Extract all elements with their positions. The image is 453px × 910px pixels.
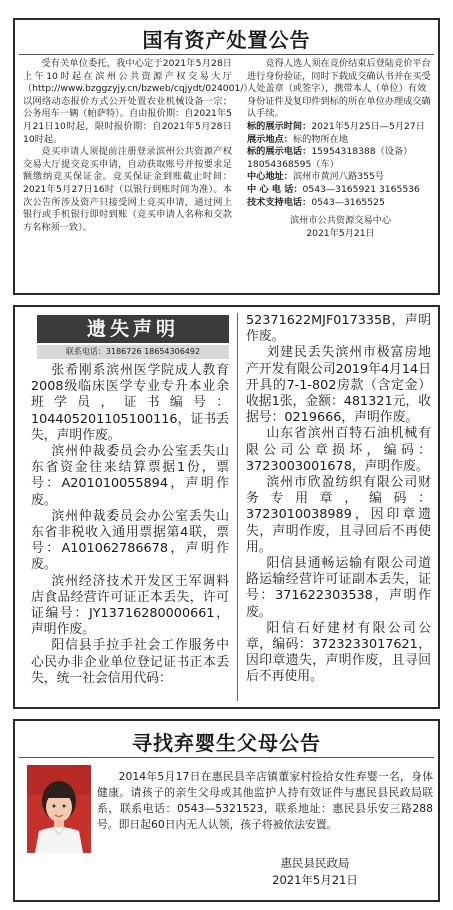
field-label: 技术支持电话： — [247, 196, 312, 208]
notice-right-column — [246, 313, 431, 686]
statement-item: 阳信县通畅运输有限公司道路运输经营许可证副本丢失，证号：371622303538，声明作废。 — [246, 556, 431, 620]
abandoned-infant-notice — [13, 719, 440, 902]
notice-left-column — [31, 363, 229, 687]
field-value: 滨州市黄河八路355号 — [292, 171, 384, 183]
contact-phone: 联系电话：3186726 18654306492 — [37, 345, 229, 359]
field-value: 标的物所在地 — [292, 133, 349, 145]
notice-paragraph: 竞得人选人须在竞价结束后登陆竞价平台进行身份验证，同时下载成交确认书并在买受人处盖章（或签字），携带本人（单位）有效身份证件及复印件到标的所在单位办理成交确认手续。 — [247, 58, 431, 120]
field-label: 展示地点： — [247, 133, 293, 145]
field-row — [247, 134, 434, 147]
statement-item: 52371622MJF017335B，声明作废。 — [246, 313, 431, 345]
notice-title: 国有资产处置公告 — [142, 28, 311, 52]
field-row — [247, 171, 434, 184]
column-divider — [237, 313, 238, 701]
signature-date: 2021年5月21日 — [306, 227, 375, 239]
statement-item: 滨州仲裁委员会办公室丢失山东省资金往来结算票据1份，票号：A201010055894，声明作废。 — [31, 444, 229, 508]
field-label: 中心地址： — [247, 171, 293, 183]
child-portrait-icon — [27, 765, 91, 853]
statement-item: 滨州仲裁委员会办公室丢失山东省非税收入通用票据第4联，票号：A101062786678，声明作废。 — [31, 508, 229, 573]
notice-signature — [247, 215, 434, 240]
notice-body — [97, 769, 433, 833]
notice-right-column — [247, 58, 434, 240]
statement-item: 山东省滨州百特石油机械有限公司公章损坏，编码：3723003001678，声明作废。 — [246, 426, 431, 474]
infant-photo — [27, 765, 91, 853]
statement-item: 刘建民丢失滨州市极富房地产开发有限公司2019年4月14日开具的7-1-802房款（含定金）收据1张，金额：481321元，收据号：0219666，声明作废。 — [246, 345, 431, 426]
field-label: 中 心 电 话： — [247, 183, 303, 195]
notice-paragraph: 2014年5月17日在惠民县辛店镇董家村捡拾女性弃婴一名，身体健康。请孩子的亲生父母或其他监护人持有效证件与惠民县民政局联系，联系电话：0543—5321523，联系地址：惠民县乐安三路288号。即日起60日内无人认领，孩子将被依法安置。 — [97, 770, 433, 831]
notice-left-column — [23, 58, 253, 234]
notice-title: 寻找弃婴生父母公告 — [132, 731, 321, 755]
field-label: 标的展示电话： — [247, 146, 312, 158]
statement-item: 滨州经济技术开发区王军调料店食品经营许可证正本丢失，许可证编号：JY13716280000661，声明作废。 — [31, 573, 229, 638]
statement-item: 张希刚系滨州医学院成人教育2008级临床医学专业专升本业余班学员，证书编号：104405201105100116，证书丢失，声明作废。 — [31, 363, 229, 443]
title-divider — [19, 757, 434, 758]
notice-title: 遗失声明 — [37, 315, 229, 343]
statement-item: 阳信石好建材有限公司公章，编码：3723233017621，因印章遗失，声明作废，且寻回后不再使用。 — [246, 620, 431, 685]
notice-paragraph: 受有关单位委托，我中心定于2021年5月28日上午10时起在滨州公共资源产权交易大厅（http://www.bzggzyjy.cn/bzweb/cqjydt/024001/）以网络动态报价方式公开处置农业机械设备一宗；公务用车一辆（帕萨特）。自由报价期：自2021年5月21日10时起，限时报价期：自2021年5月28日10时起。 — [23, 58, 253, 145]
statement-item: 滨州市欣盈纺织有限公司财务专用章，编码：3723010038989，因印章遗失，声明作废，且寻回后不再使用。 — [246, 475, 431, 555]
field-value: 0543—3165921 3165536 — [302, 183, 420, 195]
field-value: 15954318388（设备）18054368595（车） — [247, 146, 413, 170]
statement-item: 阳信县手拉手社会工作服务中心民办非企业单位登记证书正本丢失，统一社会信用代码： — [31, 638, 229, 686]
signature-date: 2021年5月21日 — [272, 873, 358, 887]
field-row — [247, 197, 434, 210]
field-row — [247, 121, 434, 134]
field-row — [247, 184, 434, 197]
signature-org: 惠民县民政局 — [280, 856, 350, 870]
title-divider — [19, 54, 434, 55]
field-label: 标的展示时间： — [247, 120, 312, 132]
loss-statement-notice — [13, 305, 440, 709]
notice-paragraph: 竞买申请人须提前注册登录滨州公共资源产权交易大厅提交竞买申请，自动获取账号并按要求足额缴纳竞买保证金。竞买保证金到账截止时间：2021年5月27日16时（以银行到账时间为准）。本次公告所涉及资产只接受网上竞买申请，通过网上银行或手机银行即时到账（竞买申请人名称和交款方名称须一致）。 — [23, 146, 232, 233]
field-row — [247, 146, 434, 171]
signature-org: 滨州市公共资源交易中心 — [289, 215, 392, 227]
asset-disposal-notice — [13, 18, 440, 295]
field-value: 2021年5月25日—5月27日 — [311, 120, 425, 132]
field-value: 0543—3165525 — [311, 196, 385, 208]
